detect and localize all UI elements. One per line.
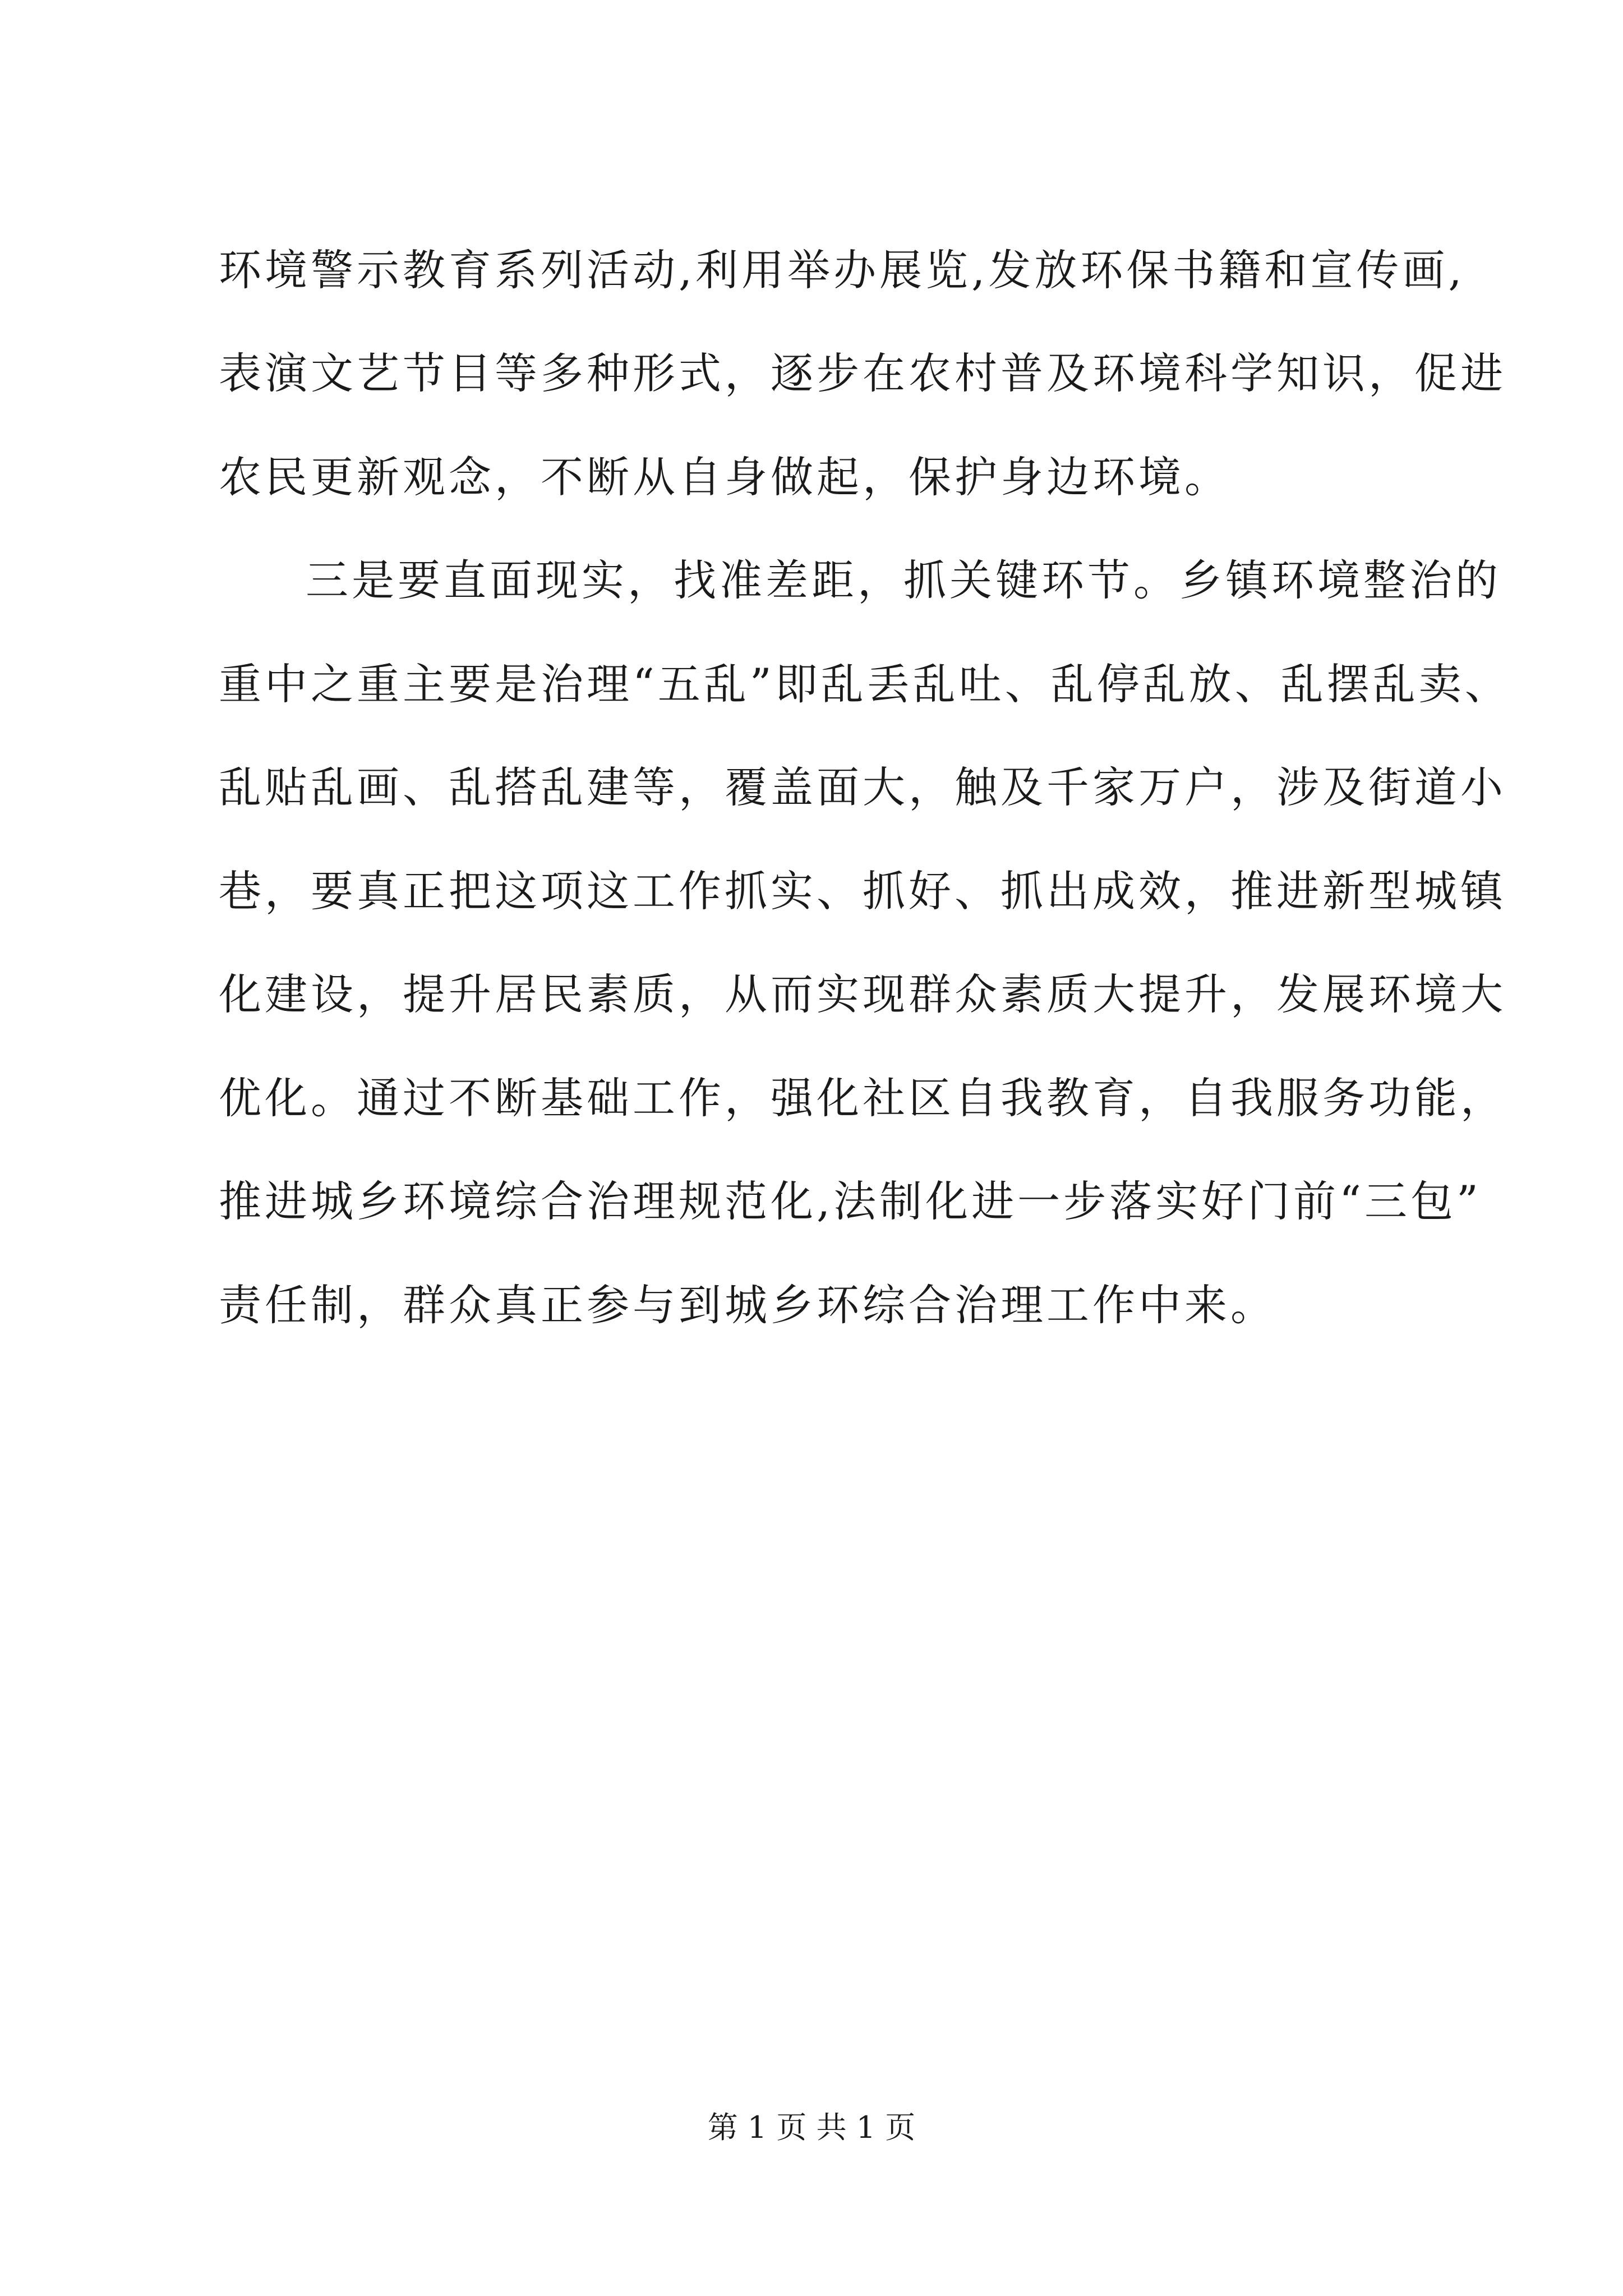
paragraph-1-line-3: 农民更新观念，不断从自身做起，保护身边环境。 <box>219 452 1230 502</box>
page-number-footer: 第 1 页 共 1 页 <box>707 2110 916 2145</box>
paragraph-2-line-5: 化建设，提升居民素质，从而实现群众素质大提升，发展环境大 <box>219 969 1506 1019</box>
paragraph-2-line-3: 乱贴乱画、乱搭乱建等，覆盖面大，触及千家万户，涉及街道小 <box>219 762 1506 812</box>
paragraph-2-line-7: 推进城乡环境综合治理规范化,法制化进一步落实好门前“三包” <box>219 1176 1482 1226</box>
paragraph-2-line-6: 优化。通过不断基础工作，强化社区自我教育，自我服务功能， <box>219 1073 1506 1123</box>
paragraph-2-line-2: 重中之重主要是治理“五乱”即乱丢乱吐、乱停乱放、乱摆乱卖、 <box>219 659 1511 709</box>
paragraph-2-line-1: 三是要直面现实，找准差距，抓关键环节。乡镇环境整治的 <box>306 555 1501 605</box>
paragraph-2-line-4: 巷，要真正把这项这工作抓实、抓好、抓出成效，推进新型城镇 <box>219 866 1506 916</box>
paragraph-2-line-8: 责任制，群众真正参与到城乡环综合治理工作中来。 <box>219 1280 1276 1330</box>
paragraph-1-line-1: 环境警示教育系列活动,利用举办展览,发放环保书籍和宣传画, <box>219 245 1465 295</box>
paragraph-1-line-2: 表演文艺节目等多种形式，逐步在农村普及环境科学知识，促进 <box>219 348 1506 398</box>
